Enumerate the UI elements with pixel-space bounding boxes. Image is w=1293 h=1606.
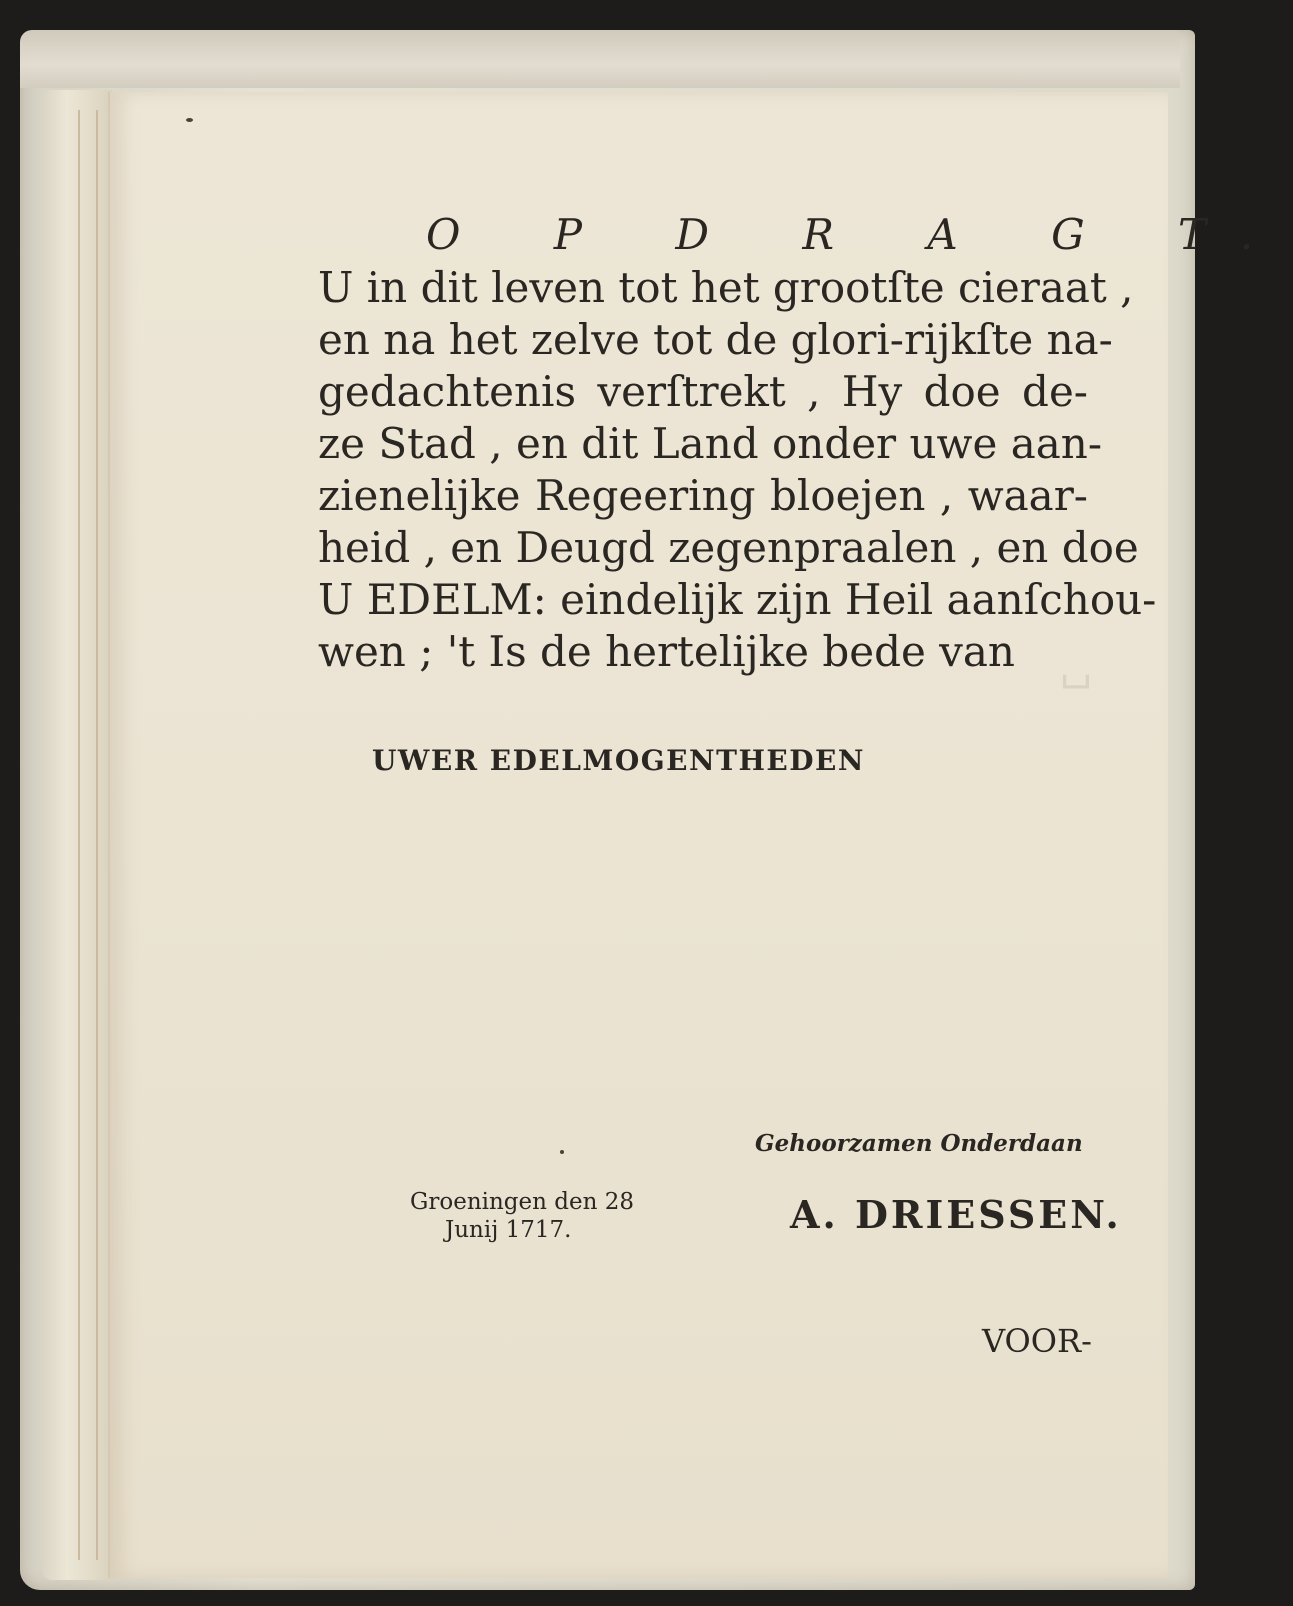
body-line: gedachtenis verſtrekt , Hy doe de- <box>318 367 1088 416</box>
place-date-line-2: Junij 1717. <box>445 1217 572 1243</box>
body-line: ze Stad , en dit Land onder uwe aan- <box>318 419 1103 468</box>
addressee: UWER EDELMOGENTHEDEN <box>372 744 865 777</box>
ink-speck <box>186 118 193 122</box>
body-line: zienelijke Regeering bloejen , waar- <box>318 471 1088 520</box>
page-heading: O P D R A G T. <box>426 210 1293 259</box>
body-line: U in dit leven tot het grootſte cieraat , <box>318 263 1134 312</box>
body-line: wen ; 't Is de hertelijke bede van <box>318 627 1015 676</box>
body-line: U EDELM: eindelijk zijn Heil aanſchou- <box>318 575 1157 624</box>
ink-speck <box>560 1150 564 1154</box>
cover-top-fold <box>20 30 1180 88</box>
page-edge-line <box>96 110 98 1560</box>
closing-formula: Gehoorzamen Onderdaan <box>755 1130 1083 1157</box>
page-edge-line <box>78 110 80 1560</box>
page-edges <box>42 90 112 1580</box>
bleed-through-text: ␣ <box>1059 640 1092 689</box>
body-line: en na het zelve tot de glori-rijkſte na- <box>318 315 1113 364</box>
signature: A. DRIESSEN. <box>790 1192 1122 1237</box>
catchword: VOOR- <box>982 1322 1092 1360</box>
place-date-line-1: Groeningen den 28 <box>410 1189 634 1215</box>
body-line: heid , en Deugd zegenpraalen , en doe <box>318 523 1139 572</box>
